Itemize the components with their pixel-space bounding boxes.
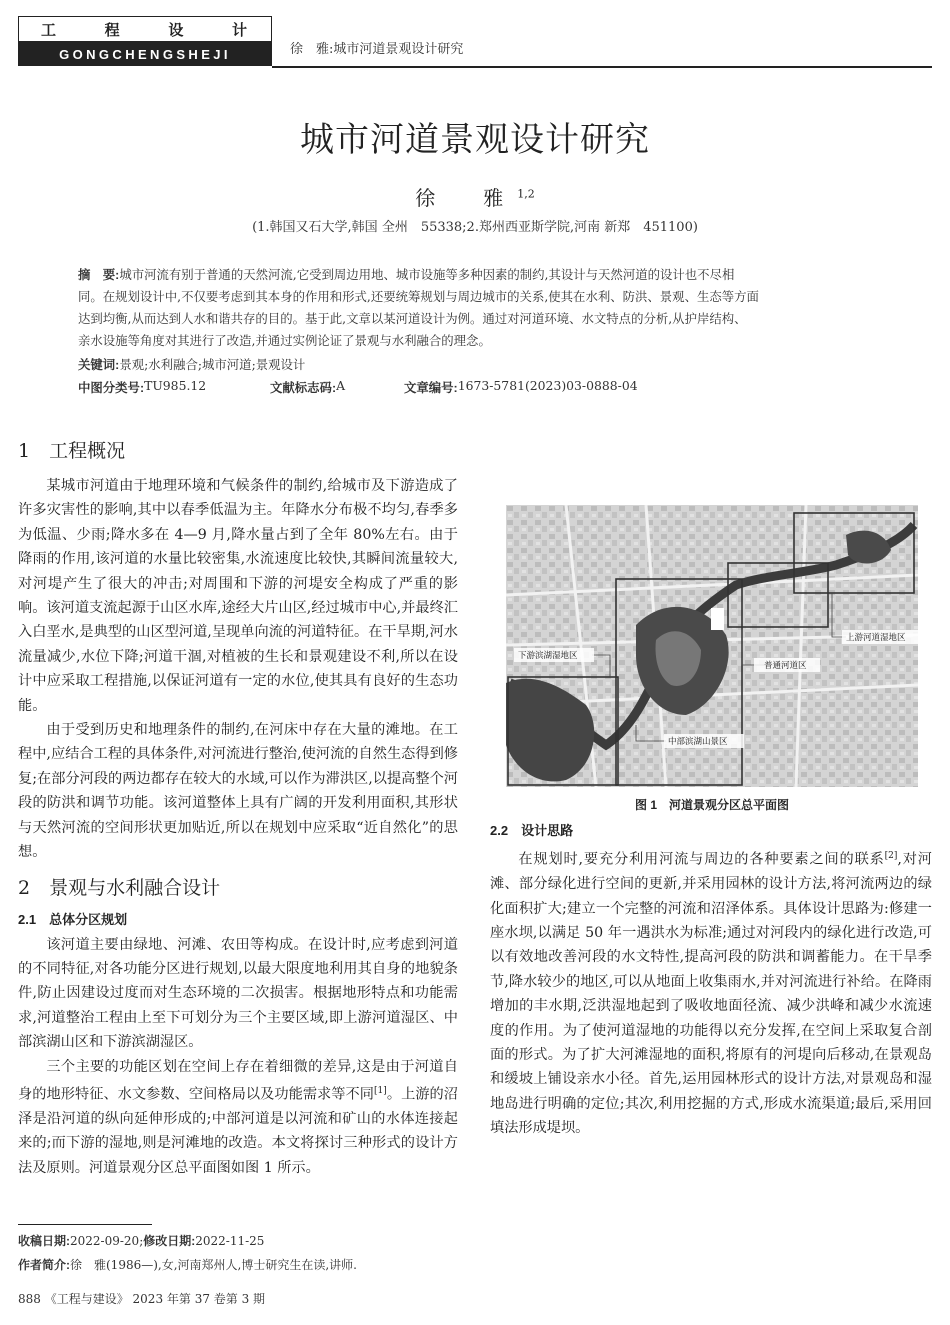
received-dates: 收稿日期:2022-09-20;修改日期:2022-11-25 (18, 1234, 265, 1248)
zoning-master-plan-figure (506, 505, 918, 787)
left-column (18, 432, 458, 1180)
abstract-line: 摘 要:城市河流有别于普通的天然河流,它受到周边用地、城市设施等多种因素的制约,其设计与天然河道的设计也不尽相 (78, 267, 735, 282)
right-column-top (490, 428, 932, 501)
section-heading: 2 景观与水利融合设计 (18, 876, 221, 899)
author-line (0, 182, 950, 211)
paragraph: 该河道主要由绿地、河滩、农田等构成。在设计时,应考虑到河道的不同特征,对各功能分区进行规划,以最大限度地利用其自身的地貌条件,防止因建设过度而对生态环境的二次损害。根据地形特点和功能需求,河道整治工程由上至下可划分为三个主要区域,即上游河道湿区、中部滨湖山区和下游滨湖湿区。 (18, 936, 458, 1051)
section-heading: 1 工程概况 (18, 440, 126, 462)
article-no-label: 文章编号: (404, 381, 458, 395)
abstract-label: 摘 要: (78, 268, 120, 282)
journal-header (18, 16, 272, 68)
affiliation: (1.韩国又石大学,韩国 全州 55338;2.郑州西亚斯学院,河南 新郑 451100) (252, 220, 698, 235)
journal-char: 设 (168, 20, 186, 39)
header-rule (272, 66, 932, 68)
subsection-heading: 2.1 总体分区规划 (18, 911, 128, 927)
label-ordinary: 普通河道区 (764, 660, 807, 670)
label-middle: 中部滨湖山景区 (668, 736, 728, 746)
clc-value: TU985.12 (144, 378, 207, 393)
abstract-line: 同。在规划设计中,不仅要考虑到其本身的作用和形式,还要统筹规划与周边城市的关系,使其在水利、防洪、景观、生态等方面 (78, 289, 759, 304)
abstract-line: 亲水设施等角度对其进行了改造,并通过实例论证了景观与水利融合的理念。 (78, 333, 491, 348)
running-head: 徐 雅:城市河道景观设计研究 (290, 42, 464, 57)
figure-caption: 图 1 河道景观分区总平面图 (634, 798, 789, 812)
continued-text-clip (490, 428, 932, 501)
citation: [2] (884, 851, 898, 861)
keywords-label: 关键词: (78, 358, 120, 372)
paragraph: 在规划时,要充分利用河流与周边的各种要素之间的联系[2],对河滩、部分绿化进行空间的更新,并采用园林的设计方法,将河流两边的绿化面积扩大;建立一个完整的河流和沼泽体系。具体设计思路为:修建一座水坝,以满足 50 年一遇洪水为标准;通过对河段内的绿化进行改造,可以有效地改善河段的水文特性,提高河段的防洪和调蓄能力。在干旱季节,降水较少的地区,可以从地面上收集雨水,并对河流进行补给。在降雨增加的丰水期,泛洪湿地起到了吸收地面径流、减少洪峰和减少水流速度的作用。为了使河道湿地的功能得以充分发挥,在空间上采取复合剖面的形式。为了扩大河滩湿地的面积,将原有的河堤向后移动,在景观岛和缓坡上铺设亲水小径。首先,运用园林形式的设计方法,对景观岛和湿地岛进行明确的定位;其次,利用挖掘的方式,形成水流渠道;最后,采用回填法形成堤坝。 (490, 851, 932, 1137)
journal-char: 程 (104, 20, 122, 39)
subsection-heading: 2.2 设计思路 (490, 823, 574, 838)
citation: [1] (374, 1085, 387, 1096)
author-bio: 作者简介:徐 雅(1986—),女,河南郑州人,博士研究生在读,讲师. (18, 1258, 357, 1272)
paragraph: 某城市河道由于地理环境和气候条件的制约,给城市及下游造成了许多灾害性的影响,其中以春季低温为主。年降水分布极不均匀,春季多为低温、少雨;降水多在 4—9 月,降水量占到了全年 80%左右。由于降雨的作用,该河道的水量比较密集,水流速度比较快,其瞬间流量较大,对河堤产生了很大的冲击;对周围和下游的河堤安全构成了严重的影响。该河道支流起源于山区水库,途经大片山区,经过城市中心,并最终汇入白垩水,是典型的山区型河道,呈现单向流的河道特征。在干旱期,河水流量减少,水位下降;河道干涸,对植被的生长和景观建设不利,所以在设计中应采取工程措施,以保证河道有一定的水位,使其具有良好的生态功能。 (18, 478, 458, 714)
author-affil-sup: 1,2 (517, 187, 535, 201)
paragraph-continues: 三个主要的功能区划在空间上存在着细微的差异,这是由于河道自身的地形特征、水文参数、空间格局以及功能需求等不同[1]。上游的沼泽是沿河道的纵向延伸形成的;中部河道是以河流和矿山的水体连接起来的;而下游的湿地,则是河滩地的改造。本文将探讨三种形式的设计方法及原则。河道景观分区总平面图如图 1 所示。 (18, 1058, 458, 1176)
journal-char: 计 (231, 20, 249, 39)
footnote-rule (18, 1224, 152, 1225)
label-upstream: 上游河道湿地区 (846, 632, 906, 642)
abstract-line: 达到均衡,从而达到人水和谐共存的目的。基于此,文章以某河道设计为例。通过对河道环境、水文特点的分析,从护岸结构、 (78, 311, 747, 326)
page-footer: 888 《工程与建设》 2023 年第 37 卷第 3 期 (18, 1292, 266, 1306)
right-column-bottom (490, 818, 932, 1141)
paper-title: 城市河道景观设计研究 (300, 120, 650, 160)
article-no-value: 1673-5781(2023)03-0888-04 (457, 378, 638, 393)
journal-name-cn (18, 16, 272, 42)
journal-char: 工 (41, 20, 59, 39)
journal-name-en: GONGCHENGSHEJI (18, 42, 272, 66)
white-building (711, 608, 724, 630)
label-downstream: 下游滨湖湿地区 (518, 650, 578, 660)
author-name: 徐 雅 (415, 186, 518, 210)
paragraph: 由于受到历史和地理条件的制约,在河床中存在大量的滩地。在工程中,应结合工程的具体条件,对河流进行整治,使河流的自然生态得到修复;在部分河段的两边都存在较大的水域,可以作为滞洪区,以提高整个河段的防洪和调节功能。该河道整体上具有广阔的开发利用面积,其形状与天然河流的空间形状更加贴近,所以在规划中应采取“近自然化”的思想。 (18, 722, 458, 861)
doc-code-label: 文献标志码: (270, 381, 337, 395)
keywords: 关键词:景观;水利融合;城市河道;景观设计 (78, 357, 306, 372)
doc-code-value: A (336, 378, 346, 393)
clc-label: 中图分类号: (78, 381, 145, 395)
